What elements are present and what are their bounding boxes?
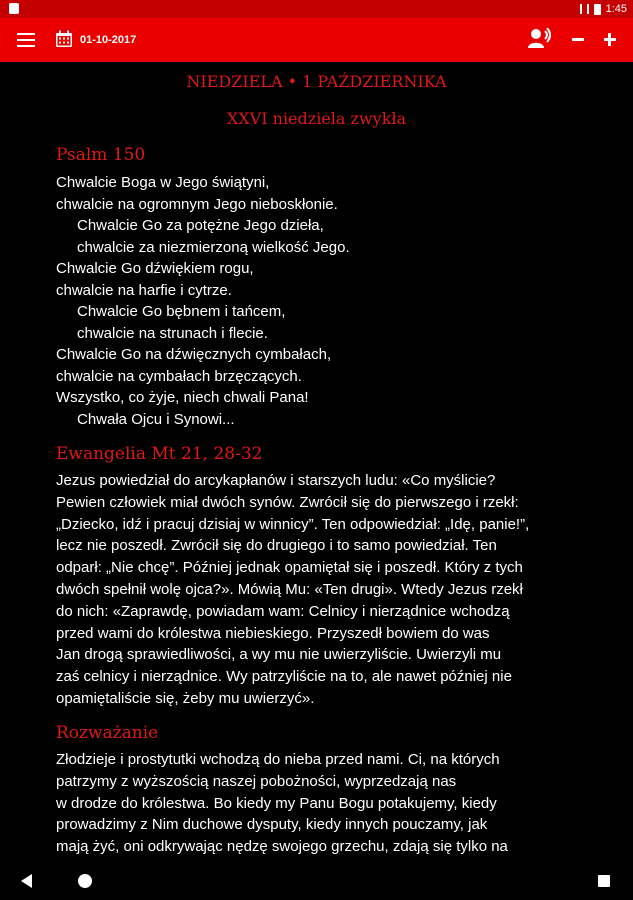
gospel-line: lecz nie poszedł. Zwrócił się do drugiego i to samo powiedział. Ten (56, 537, 497, 555)
reading-content[interactable] (0, 62, 633, 862)
psalm-line: Chwalcie Boga w Jego świątyni, (56, 174, 270, 191)
psalm-line: chwalcie za niezmierzoną wielkość Jego. (77, 238, 350, 256)
gospel-line: Jezus powiedział do arcykapłanów i starszych ludu: «Co myślicie? (56, 472, 496, 489)
psalm-line: chwalcie na strunach i flecie. (77, 324, 268, 342)
psalm-line: Chwalcie Go bębnem i tańcem, (77, 303, 286, 320)
psalm-line: chwalcie na harfie i cytrze. (56, 281, 232, 299)
increase-font-button[interactable] (600, 28, 620, 50)
status-time: 1:45 (605, 3, 627, 15)
navigation-bar (0, 862, 633, 900)
reflection-line: patrzymy z wyższością naszej pobożności, wyprzedzają nas (56, 772, 457, 790)
gospel-line: do nich: «Zaprawdę, powiadam wam: Celnicy i nierządnice wchodzą (56, 602, 510, 620)
reflection-line: mają żyć, oni odkrywając nędzę swojego grzechu, zdają się tylko na (56, 838, 508, 856)
psalm-text (56, 172, 576, 430)
decrease-font-button[interactable] (568, 28, 588, 50)
psalm-line: Chwalcie Go na dźwięcznych cymbałach, (56, 346, 332, 363)
psalm-line: chwalcie na cymbałach brzęczących. (56, 367, 302, 385)
gospel-line: odparł: „Nie chcę”. Później jednak opamiętał się i poszedł. Który z tych (56, 559, 523, 577)
home-icon[interactable] (78, 874, 92, 888)
recents-icon[interactable] (598, 875, 610, 887)
gospel-heading: Ewangelia Mt 21, 28-32 (56, 444, 263, 464)
gospel-text (56, 470, 576, 710)
date-label[interactable]: 01-10-2017 (80, 34, 137, 46)
reflection-line: w drodze do królestwa. Bo kiedy my Panu Bogu potakujemy, kiedy (56, 794, 497, 812)
reflection-heading: Rozważanie (56, 723, 159, 743)
psalm-heading: Psalm 150 (56, 145, 146, 165)
back-icon[interactable] (21, 874, 32, 888)
gospel-line: zaś celnicy i nierządnice. Wy patrzyliście na to, ale nawet później nie (56, 668, 512, 686)
day-title: NIEDZIELA • 1 PAŹDZIERNIKA (186, 72, 447, 91)
reflection-text (56, 749, 576, 858)
gospel-line: „Dziecko, idź i pracuj dzisiaj w winnicy”. Ten odpowiedział: „Idę, panie!”, (56, 515, 530, 533)
psalm-line: Chwała Ojcu i Synowi... (77, 410, 235, 428)
psalm-line: Chwalcie Go za potężne Jego dzieła, (77, 217, 324, 234)
psalm-line: chwalcie na ogromnym Jego nieboskłonie. (56, 195, 338, 213)
speaker-icon[interactable] (528, 28, 552, 50)
notification-icon (9, 3, 19, 14)
calendar-icon[interactable] (55, 30, 73, 48)
psalm-line: Chwalcie Go dźwiękiem rogu, (56, 260, 254, 277)
gospel-line: Jan drogą sprawiedliwości, a wy mu nie uwierzyliście. Uwierzyli mu (56, 646, 502, 664)
app-bar (0, 18, 633, 62)
gospel-line: opamiętaliście się, żeby mu uwierzyć». (56, 689, 315, 707)
vibrate-icon (580, 4, 589, 14)
menu-icon[interactable] (17, 33, 35, 47)
status-bar (0, 0, 633, 18)
psalm-line: Wszystko, co żyje, niech chwali Pana! (56, 389, 309, 406)
reflection-line: Złodzieje i prostytutki wchodzą do nieba przed nami. Ci, na których (56, 751, 500, 768)
battery-icon (594, 4, 601, 15)
day-subtitle: XXVI niedziela zwykła (226, 109, 407, 128)
gospel-line: Pewien człowiek miał dwóch synów. Zwrócił się do pierwszego i rzekł: (56, 493, 519, 511)
gospel-line: dwóch spełnił wolę ojca?». Mówią Mu: «Ten drugi». Wtedy Jezus rzekł (56, 580, 523, 598)
status-right (580, 2, 627, 16)
reflection-line: prowadzimy z Nim duchowe dysputy, kiedy innych pouczamy, jak (56, 816, 488, 834)
gospel-line: przed wami do królestwa niebieskiego. Przyszedł bowiem do was (56, 624, 490, 642)
